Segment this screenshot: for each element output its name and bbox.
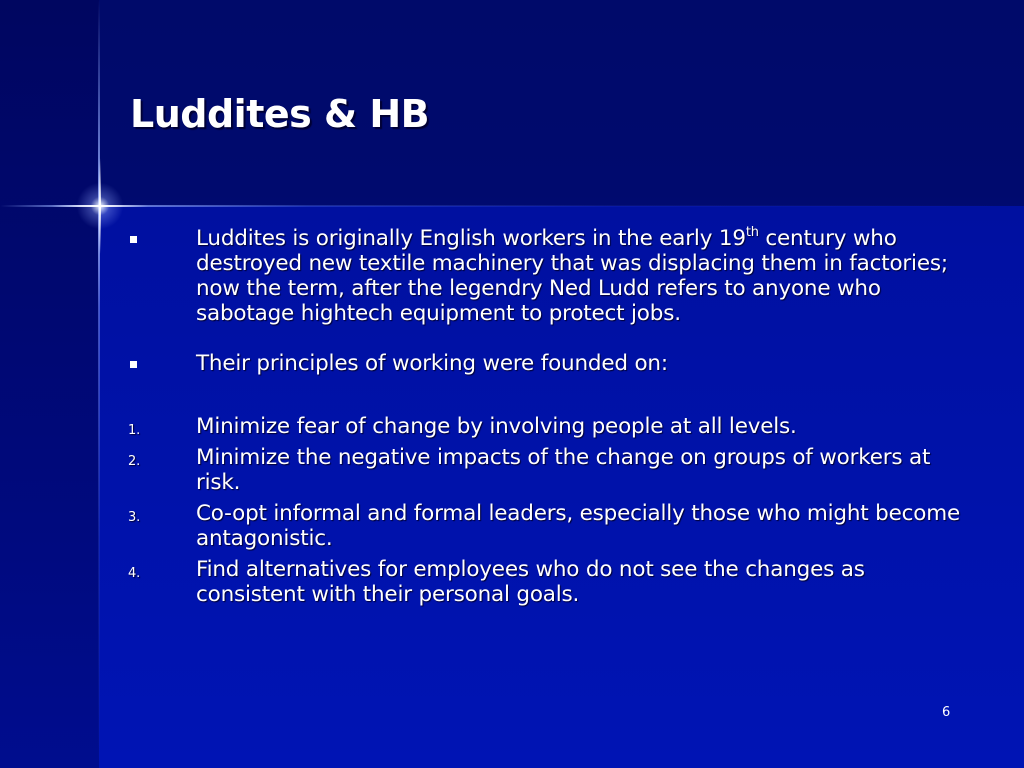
square-bullet-icon xyxy=(130,236,137,243)
numbered-item xyxy=(128,501,968,551)
horizontal-accent-line xyxy=(0,205,1024,207)
star-ray-horizontal xyxy=(52,205,148,207)
bullet-superscript: th xyxy=(745,225,759,240)
vertical-accent-line xyxy=(98,0,100,768)
bullet-text: Their principles of working were founded on: xyxy=(196,351,668,376)
bullet-text-part: Luddites is originally English workers in the early 19 xyxy=(196,226,746,251)
list-number: 2. xyxy=(128,454,141,469)
list-number: 4. xyxy=(128,566,141,581)
list-number: 3. xyxy=(128,510,141,525)
slide-title: Luddites & HB xyxy=(130,92,430,136)
numbered-item xyxy=(128,414,968,439)
numbered-text: Find alternatives for employees who do not see the changes as consistent with their personal goals. xyxy=(196,557,865,607)
numbered-text: Minimize fear of change by involving people at all levels. xyxy=(196,414,797,439)
numbered-item xyxy=(128,557,968,607)
numbered-text: Co-opt informal and formal leaders, especially those who might become antagonistic. xyxy=(196,501,960,551)
square-bullet-icon xyxy=(130,361,137,368)
slide-body xyxy=(128,226,968,607)
left-band xyxy=(0,0,99,768)
list-number: 1. xyxy=(128,423,141,438)
numbered-item xyxy=(128,445,968,495)
bullet-item xyxy=(128,226,968,326)
page-number: 6 xyxy=(942,705,951,720)
numbered-text: Minimize the negative impacts of the change on groups of workers at risk. xyxy=(196,445,931,495)
bullet-item xyxy=(128,351,968,376)
bullet-text-part: century who destroyed new textile machinery that was displacing them in factories; now the term, after the legendry Ned Ludd refers to anyone who sabotage hightech equipment to protect jobs. xyxy=(196,226,948,326)
